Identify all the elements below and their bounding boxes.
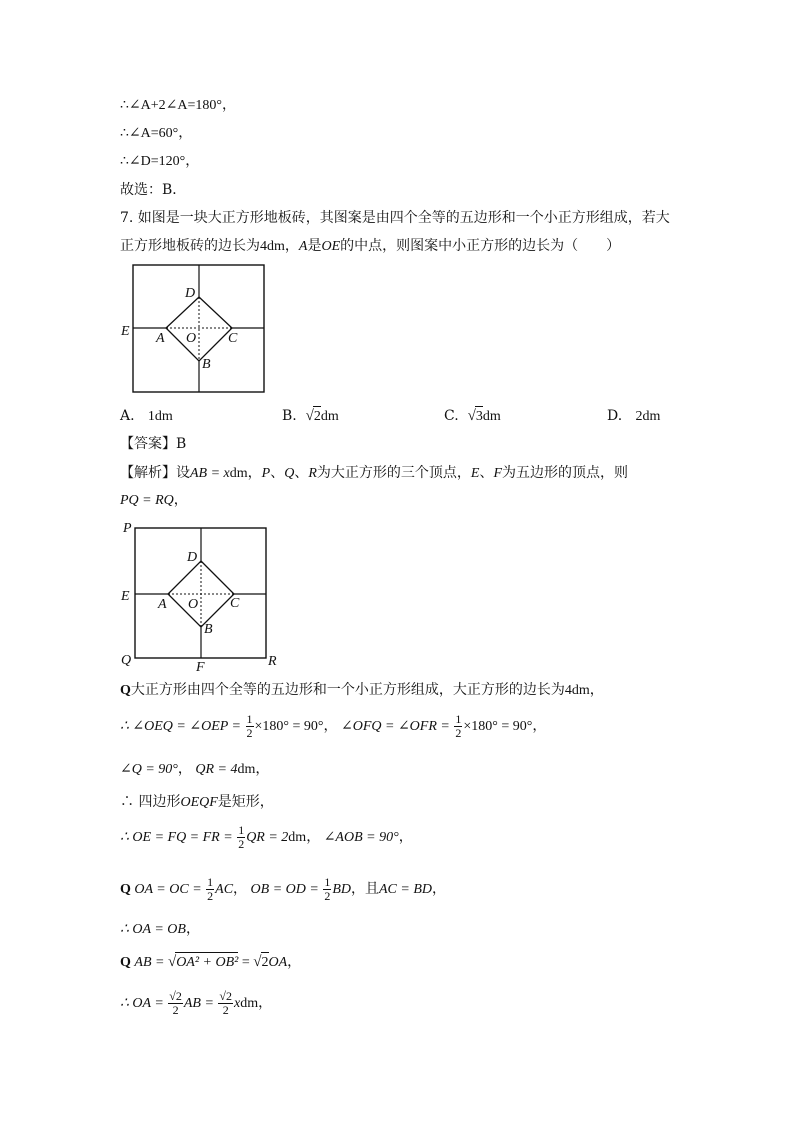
denominator: 2 [222, 1003, 229, 1018]
comma: ， [287, 955, 302, 970]
option-letter: D. [607, 408, 623, 424]
question-line-1: 7. 如图是一块大正方形地板砖，其图案是由四个全等的五边形和一个小正方形组成，若大 [120, 210, 670, 226]
step-line-3: ∴∠D=120°， [120, 154, 200, 169]
numerator: 1 [238, 823, 245, 838]
point-e: E [470, 466, 480, 481]
expr-ab: AB = x [190, 466, 230, 481]
numerator: 1 [324, 875, 331, 890]
variable-x: x [234, 996, 241, 1011]
expr: ∴ OA = [120, 996, 164, 1011]
fraction-half [454, 713, 462, 740]
fraction-root2-over-2 [218, 990, 233, 1017]
label-e: E [121, 324, 130, 339]
denominator: 2 [238, 837, 245, 852]
option-letter: C. [444, 408, 459, 424]
label-c: C [230, 596, 240, 611]
label-e: E [121, 589, 130, 604]
label-r: R [268, 654, 277, 669]
option-radicand: 2 [313, 406, 321, 427]
point-a: A [298, 239, 308, 254]
comma: ， [589, 682, 604, 698]
sep: 、 [294, 465, 309, 481]
because-symbol: Q [120, 882, 131, 897]
comma: ， [323, 719, 338, 734]
expr-pq-rq: PQ = RQ [120, 493, 174, 508]
comma: ， [233, 882, 248, 897]
label-d: D [185, 286, 196, 301]
text: 大正方形由四个全等的五边形和一个小正方形组成，大正方形的边长为 [130, 682, 565, 698]
expr: ∠OFQ = ∠OFR = [341, 719, 450, 734]
option-c: C. √3dm [444, 406, 501, 427]
comma: ， [532, 719, 547, 734]
denominator: 2 [246, 726, 253, 741]
comma: ， [173, 492, 188, 508]
answer-label: 【答案】 [120, 436, 176, 452]
expr: OA = OC = [134, 882, 202, 897]
text: 为五边形的顶点，则 [502, 465, 629, 481]
point-p: P [261, 466, 271, 481]
comma: ， [258, 996, 273, 1011]
option-letter: A. [120, 408, 135, 424]
denominator: 2 [324, 889, 331, 904]
side-length: 4dm [564, 683, 590, 698]
comma: ， [185, 922, 200, 937]
expr: AB = [134, 955, 165, 970]
derivation-line-6 [120, 874, 446, 905]
denominator: 2 [455, 726, 462, 741]
numerator: √2 [219, 989, 233, 1004]
point-r: R [308, 466, 317, 481]
point-q: Q [284, 466, 295, 481]
derivation-line-8 [120, 952, 301, 973]
comma: ， [306, 830, 321, 845]
unit: dm [240, 996, 259, 1011]
label-a: A [156, 331, 165, 346]
analysis-label: 【解析】 [120, 465, 176, 481]
text: 是矩形， [217, 794, 274, 810]
expr: OA [268, 955, 288, 970]
comma: ， [255, 762, 270, 777]
numerator: √2 [169, 989, 182, 1004]
label-o: O [186, 331, 197, 346]
point-f: F [493, 466, 503, 481]
option-a [120, 406, 173, 427]
question-text: 是 [307, 238, 322, 254]
analysis-line-2 [120, 490, 188, 511]
fraction-half [206, 876, 214, 903]
sqrt-icon: √ [253, 954, 262, 970]
expr: AB = [183, 996, 214, 1011]
step-line-2: ∴∠A=60°， [120, 126, 193, 141]
expr: BD [332, 882, 351, 897]
figure-2 [114, 516, 284, 674]
sep: 、 [479, 465, 494, 481]
text: ，且 [351, 881, 379, 897]
label-q: Q [121, 653, 132, 668]
expr: OB = OD = [250, 882, 319, 897]
comma: ， [398, 830, 413, 845]
side-length: 4dm [260, 239, 285, 254]
segment-oe: OE [321, 239, 341, 254]
derivation-line-7 [120, 920, 200, 940]
derivation-line-4 [120, 792, 274, 813]
expr: ∠AOB = 90° [323, 830, 399, 845]
expr: ∴ OE = FQ = FR = [120, 830, 233, 845]
denominator: 2 [172, 1003, 179, 1018]
because-symbol: Q [120, 955, 131, 970]
expr: AC = BD [379, 882, 432, 897]
label-o: O [188, 597, 199, 612]
text: ∴ 四边形 [120, 794, 181, 810]
expr: ×180° = 90° [254, 719, 324, 734]
option-value: 2dm [635, 409, 661, 424]
option-d [607, 406, 660, 427]
comma: ， [177, 762, 192, 777]
label-b: B [202, 357, 211, 372]
option-unit: dm [320, 409, 339, 424]
quad-oeqf: OEQF [180, 795, 218, 810]
because-symbol: Q [120, 683, 131, 698]
step-line-choice: 故选：B． [120, 182, 187, 198]
label-f: F [196, 660, 205, 674]
label-p: P [123, 521, 132, 536]
fraction-half [323, 876, 331, 903]
fraction-half [246, 713, 254, 740]
numerator: 1 [207, 875, 214, 890]
sep: 、 [270, 465, 285, 481]
unit: dm [229, 466, 248, 481]
expr: ∠Q = 90° [120, 762, 178, 777]
derivation-line-3 [120, 760, 269, 780]
text: 设 [176, 465, 190, 481]
radicand: OA² + OB² [175, 952, 238, 973]
comma: ， [284, 238, 299, 254]
comma: ， [247, 465, 262, 481]
expr: ×180° = 90° [463, 719, 533, 734]
numerator: 1 [455, 712, 462, 727]
label-a: A [158, 597, 167, 612]
text: 为大正方形的三个顶点， [316, 465, 471, 481]
label-c: C [228, 331, 238, 346]
derivation-line-1 [120, 680, 604, 701]
fraction-half [237, 824, 245, 851]
derivation-line-2 [120, 712, 546, 742]
numerator: 1 [246, 712, 253, 727]
fraction-root2-over-2 [168, 990, 183, 1017]
expr: ∴ OA = OB [120, 922, 186, 937]
label-d: D [187, 550, 198, 565]
option-radicand: 3 [475, 406, 483, 427]
radicand: 2 [261, 952, 269, 973]
analysis-line-1 [120, 463, 628, 484]
expr: QR = 4 [195, 762, 238, 777]
expr: ∴ ∠OEQ = ∠OEP = [120, 719, 241, 734]
derivation-line-9 [120, 987, 272, 1021]
figure-1 [118, 262, 268, 396]
equals: = [241, 955, 250, 970]
question-text: 正方形地板砖的边长为 [120, 238, 260, 254]
expr: AC [215, 882, 234, 897]
question-line-2 [120, 236, 620, 257]
unit: dm [237, 762, 256, 777]
unit: dm [288, 830, 307, 845]
question-text: 的中点，则图案中小正方形的边长为（ ） [340, 238, 621, 254]
answer-line [120, 434, 186, 454]
step-line-1: ∴∠A+2∠A=180°， [120, 98, 236, 113]
expr: QR = 2 [246, 830, 289, 845]
option-b: B. √2dm [282, 406, 339, 427]
denominator: 2 [207, 889, 214, 904]
option-letter: B. [282, 408, 297, 424]
derivation-line-5 [120, 823, 413, 853]
label-b: B [204, 622, 213, 637]
answer-value: B [176, 436, 187, 452]
option-value: 1dm [147, 409, 173, 424]
sqrt-icon: √ [167, 954, 177, 970]
comma: ， [432, 882, 446, 897]
option-unit: dm [482, 409, 501, 424]
